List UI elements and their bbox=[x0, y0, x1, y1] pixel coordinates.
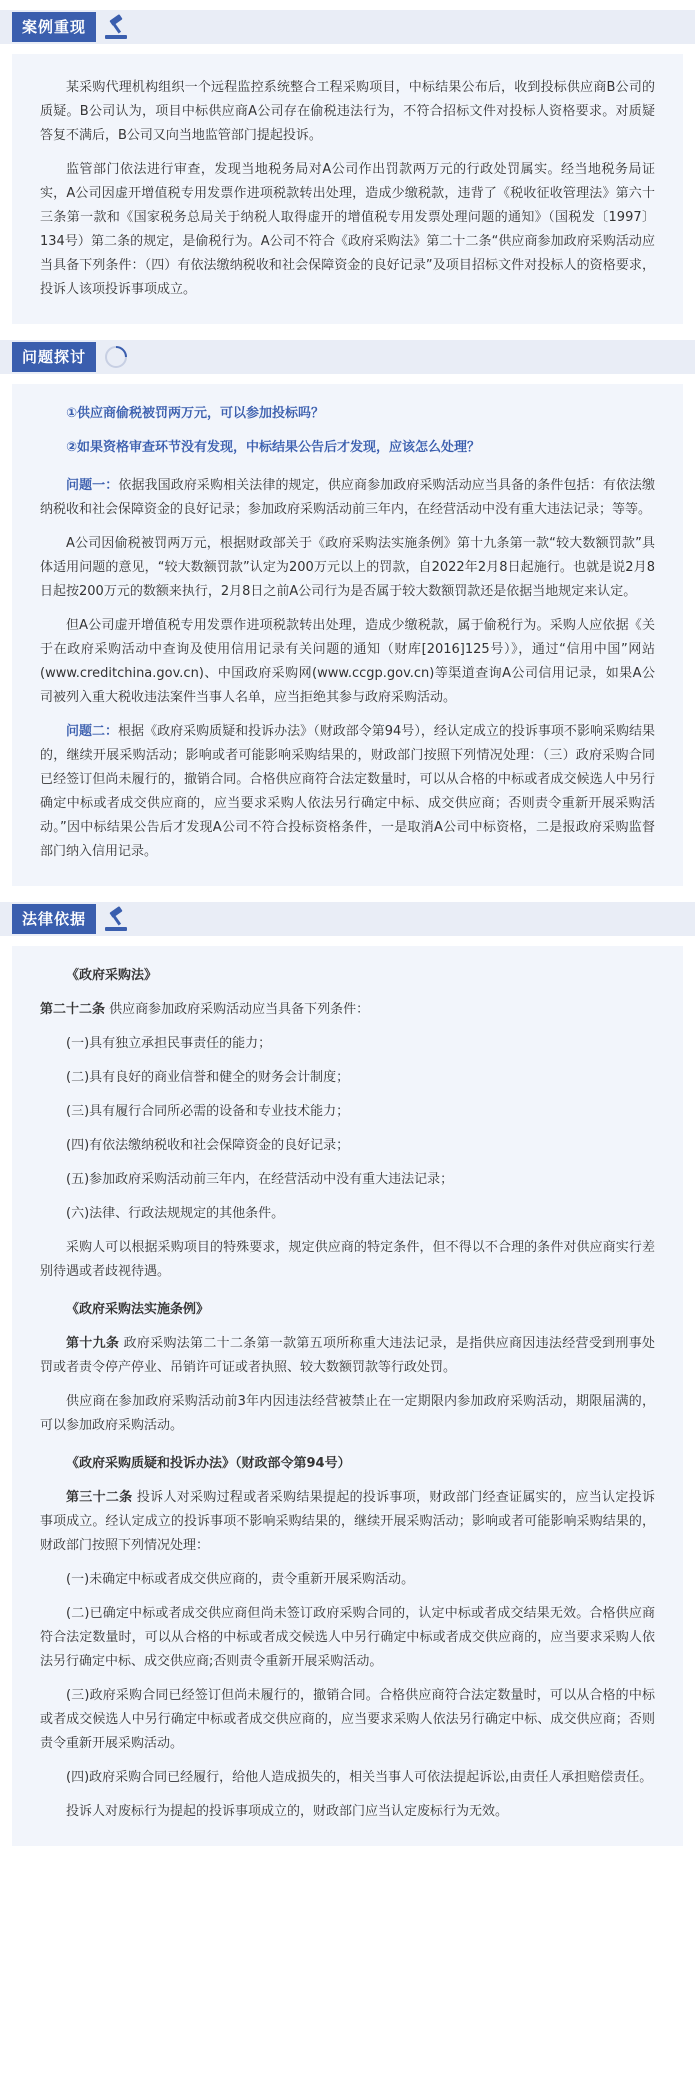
answer-1-text: 依据我国政府采购相关法律的规定，供应商参加政府采购活动应当具备的条件包括：有依法缴纳税收和社会保障资金的良好记录；参加政府采购活动前三年内，在经营活动中没有重大违法记录；等等。 bbox=[40, 478, 655, 517]
case-card bbox=[12, 54, 683, 324]
answer-1-label: 问题一： bbox=[66, 478, 119, 493]
condition-item: (一)具有独立承担民事责任的能力； bbox=[66, 1036, 272, 1051]
article-32-item: (四)政府采购合同已经履行，给他人造成损失的，相关当事人可依法提起诉讼,由责任人承担赔偿责任。 bbox=[66, 1770, 653, 1785]
section-title-law: 法律依据 bbox=[12, 904, 96, 934]
discuss-card bbox=[12, 384, 683, 886]
question-2: ②如果资格审查环节没有发现，中标结果公告后才发现，应该怎么处理？ bbox=[66, 440, 481, 455]
article-32-item: (三)政府采购合同已经签订但尚未履行的，撤销合同。合格供应商符合法定数量时，可以从合格的中标或者成交候选人中另行确定中标或者成交供应商的，应当要求采购人依法另行确定中标、成交供应商；否则责令重新开展采购活动。 bbox=[40, 1688, 655, 1751]
answer-1 bbox=[40, 474, 655, 522]
gavel-icon bbox=[102, 13, 130, 41]
case-paragraph-1: 某采购代理机构组织一个远程监控系统整合工程采购项目，中标结果公布后，收到投标供应商B公司的质疑。B公司认为，项目中标供应商A公司存在偷税违法行为，不符合招标文件对投标人资格要求。对质疑答复不满后，B公司又向当地监管部门提起投诉。 bbox=[40, 80, 655, 143]
article-32-text: 投诉人对采购过程或者采购结果提起的投诉事项，财政部门经查证属实的，应当认定投诉事项成立。经认定成立的投诉事项不影响采购结果的，继续开展采购活动；影响或者可能影响采购结果的，财政部门按照下列情况处理： bbox=[40, 1490, 655, 1553]
answer-2-text: 根据《政府采购质疑和投诉办法》（财政部令第94号），经认定成立的投诉事项不影响采购结果的，继续开展采购活动；影响或者可能影响采购结果的，财政部门按照下列情况处理：（三）政府采购合同已经签订但尚未履行的，撤销合同。合格供应商符合法定数量时，可以从合格的中标或者成交候选人中另行确定中标或者成交供应商的，应当要求采购人依法另行确定中标、成交供应商；否则责令重新开展采购活动。”因中标结果公告后才发现A公司不符合投标资格条件，一是取消A公司中标资格，二是报政府采购监督部门纳入信用记录。 bbox=[40, 724, 655, 859]
condition-item: (三)具有履行合同所必需的设备和专业技术能力； bbox=[66, 1104, 350, 1119]
section-title-case: 案例重现 bbox=[12, 12, 96, 42]
article-19-tail: 供应商在参加政府采购活动前3年内因违法经营被禁止在一定期限内参加政府采购活动，期限届满的，可以参加政府采购活动。 bbox=[40, 1394, 655, 1433]
article-22-label: 第二十二条 bbox=[40, 1002, 106, 1017]
law-title-3: 《政府采购质疑和投诉办法》（财政部令第94号） bbox=[66, 1456, 351, 1471]
section-title-discuss: 问题探讨 bbox=[12, 342, 96, 372]
question-1: ①供应商偷税被罚两万元，可以参加投标吗？ bbox=[66, 406, 325, 421]
condition-item: (四)有依法缴纳税收和社会保障资金的良好记录； bbox=[66, 1138, 350, 1153]
article-32-tail: 投诉人对废标行为提起的投诉事项成立的，财政部门应当认定废标行为无效。 bbox=[66, 1804, 509, 1819]
condition-item: (六)法律、行政法规规定的其他条件。 bbox=[66, 1206, 285, 1221]
case-paragraph-2: 监管部门依法进行审查，发现当地税务局对A公司作出罚款两万元的行政处罚属实。经当地税务局证实，A公司因虚开增值税专用发票作进项税款转出处理，造成少缴税款，违背了《税收征收管理法》第六十三条第一款和《国家税务总局关于纳税人取得虚开的增值税专用发票处理问题的通知》（国税发〔1997〕134号）第二条的规定，是偷税行为。A公司不符合《政府采购法》第二十二条“供应商参加政府采购活动应当具备下列条件：（四）有依法缴纳税收和社会保障资金的良好记录”及项目招标文件对投标人的资格要求，投诉人该项投诉事项成立。 bbox=[40, 162, 655, 297]
answer-paragraph-3: 但A公司虚开增值税专用发票作进项税款转出处理，造成少缴税款，属于偷税行为。采购人应依据《关于在政府采购活动中查询及使用信用记录有关问题的通知（财库[2016]125号）》，通过“信用中国”网站(www.creditchina.gov.cn)、中国政府采购网(www.ccgp.gov.cn)等渠道查询A公司信用记录，如果A公司被列入重大税收违法案件当事人名单，应当拒绝其参与政府采购活动。 bbox=[40, 618, 655, 705]
article-22-tail: 采购人可以根据采购项目的特殊要求，规定供应商的特定条件，但不得以不合理的条件对供应商实行差别待遇或者歧视待遇。 bbox=[40, 1240, 655, 1279]
article-page bbox=[0, 10, 695, 2096]
article-19 bbox=[40, 1332, 655, 1380]
law-card bbox=[12, 946, 683, 1846]
article-32-item: (一)未确定中标或者成交供应商的，责令重新开展采购活动。 bbox=[66, 1572, 415, 1587]
section-header-case bbox=[0, 10, 695, 44]
gavel-icon bbox=[102, 905, 130, 933]
section-header-discuss bbox=[0, 340, 695, 374]
condition-item: (二)具有良好的商业信誉和健全的财务会计制度； bbox=[66, 1070, 350, 1085]
condition-item: (五)参加政府采购活动前三年内，在经营活动中没有重大违法记录； bbox=[66, 1172, 454, 1187]
article-22 bbox=[40, 998, 655, 1022]
answer-2-label: 问题二： bbox=[66, 724, 119, 739]
answer-paragraph-2: A公司因偷税被罚两万元，根据财政部关于《政府采购法实施条例》第十九条第一款“较大数额罚款”具体适用问题的意见，“较大数额罚款”认定为200万元以上的罚款，自2022年2月8日起施行。也就是说2月8日起按200万元的数额来执行，2月8日之前A公司行为是否属于较大数额罚款还是依据当地规定来认定。 bbox=[40, 536, 655, 599]
law-title-2: 《政府采购法实施条例》 bbox=[66, 1302, 210, 1317]
answer-2 bbox=[40, 720, 655, 864]
section-header-law bbox=[0, 902, 695, 936]
article-22-text: 供应商参加政府采购活动应当具备下列条件： bbox=[105, 1002, 370, 1017]
article-32-label: 第三十二条 bbox=[66, 1490, 133, 1505]
article-32-item: (二)已确定中标或者成交供应商但尚未签订政府采购合同的，认定中标或者成交结果无效。合格供应商符合法定数量时，可以从合格的中标或者成交候选人中另行确定中标或者成交供应商的，应当要求采购人依法另行确定中标、成交供应商;否则责令重新开展采购活动。 bbox=[40, 1606, 655, 1669]
law-title-1: 《政府采购法》 bbox=[66, 968, 158, 983]
article-19-text: 政府采购法第二十二条第一款第五项所称重大违法记录，是指供应商因违法经营受到刑事处罚或者责令停产停业、吊销许可证或者执照、较大数额罚款等行政处罚。 bbox=[40, 1336, 655, 1375]
article-32 bbox=[40, 1486, 655, 1558]
swirl-icon bbox=[102, 343, 130, 371]
article-19-label: 第十九条 bbox=[66, 1336, 120, 1351]
